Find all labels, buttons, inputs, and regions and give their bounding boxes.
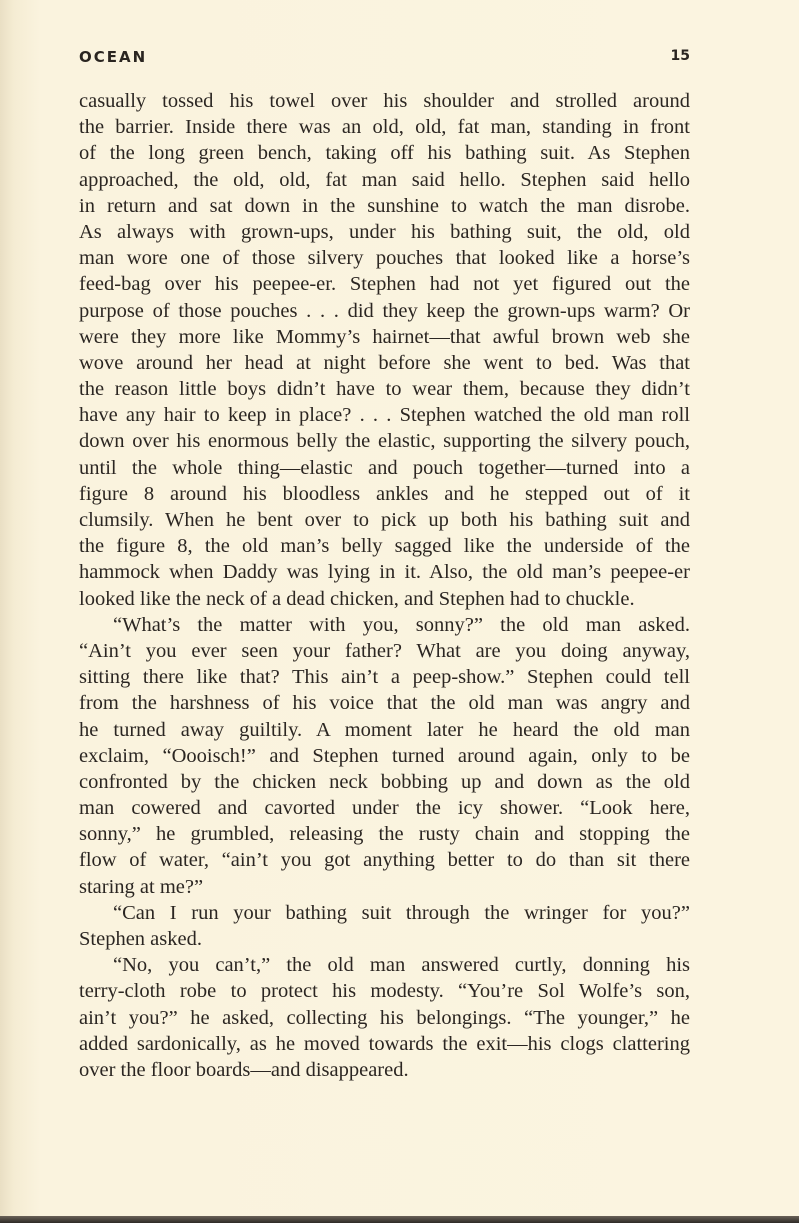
text-line: casually tossed his towel over his shoulder and strolled around	[79, 90, 690, 112]
text-line: over the floor boards—and disappeared.	[79, 1058, 409, 1081]
text-line: flow of water, “ain’t you got anything better to do than sit there	[79, 849, 690, 872]
text-line: looked like the neck of a dead chicken, and Stephen had to chuckle.	[79, 587, 635, 610]
text-line: figure 8 around his bloodless ankles and he stepped out of it	[79, 482, 690, 505]
text-line: Stephen asked.	[79, 928, 202, 950]
text-line: “No, you can’t,” the old man answered curtly, donning his	[113, 954, 690, 977]
page-number: 15	[670, 48, 690, 64]
text-line: sonny,” he grumbled, releasing the rusty chain and stopping the	[79, 823, 690, 846]
text-line: feed-bag over his peepee-er. Stephen had not yet figured out the	[79, 273, 690, 296]
text-line: purpose of those pouches . . . did they keep the grown-ups warm? Or	[79, 299, 690, 322]
running-title: OCEAN	[79, 48, 148, 66]
text-line: sitting there like that? This ain’t a peep-show.” Stephen could tell	[79, 666, 690, 689]
text-line: were they more like Mommy’s hairnet—that awful brown web she	[79, 325, 690, 348]
text-line: wove around her head at night before she went to bed. Was that	[79, 351, 690, 374]
text-line: terry-cloth robe to protect his modesty. “You’re Sol Wolfe’s son,	[79, 980, 690, 1003]
text-line: have any hair to keep in place? . . . Stephen watched the old man roll	[79, 404, 690, 427]
text-line: down over his enormous belly the elastic, supporting the silvery pouch,	[79, 430, 690, 453]
text-line: approached, the old, old, fat man said hello. Stephen said hello	[79, 168, 690, 191]
running-header	[79, 48, 690, 70]
text-line: he turned away guiltily. A moment later he heard the old man	[79, 718, 690, 741]
text-line: the figure 8, the old man’s belly sagged like the underside of the	[79, 535, 690, 558]
text-line: “What’s the matter with you, sonny?” the old man asked.	[113, 613, 690, 636]
text-line: in return and sat down in the sunshine to watch the man disrobe.	[79, 194, 690, 217]
text-line: clumsily. When he bent over to pick up both his bathing suit and	[79, 509, 690, 531]
text-line: staring at me?”	[79, 875, 204, 898]
text-line: the reason little boys didn’t have to wear them, because they didn’t	[79, 378, 690, 401]
text-line: “Ain’t you ever seen your father? What are you doing anyway,	[79, 639, 690, 662]
text-line: from the harshness of his voice that the old man was angry and	[79, 692, 690, 715]
text-line: the barrier. Inside there was an old, old, fat man, standing in front	[79, 116, 690, 139]
text-line: man wore one of those silvery pouches that looked like a horse’s	[79, 247, 690, 270]
text-line: added sardonically, as he moved towards the exit—his clogs clattering	[79, 1032, 690, 1055]
text-line: of the long green bench, taking off his bathing suit. As Stephen	[79, 142, 690, 165]
text-line: confronted by the chicken neck bobbing up and down as the old	[79, 770, 690, 793]
text-line: “Can I run your bathing suit through the wringer for you?”	[113, 901, 690, 924]
text-line: until the whole thing—elastic and pouch together—turned into a	[79, 456, 690, 479]
text-line: hammock when Daddy was lying in it. Also, the old man’s peepee-er	[79, 561, 690, 584]
page-bottom-edge	[0, 1216, 799, 1223]
text-line: man cowered and cavorted under the icy shower. “Look here,	[79, 797, 690, 820]
body-text	[79, 88, 690, 1083]
text-line: exclaim, “Oooisch!” and Stephen turned around again, only to be	[79, 744, 690, 767]
text-line: As always with grown-ups, under his bathing suit, the old, old	[79, 220, 690, 243]
text-line: ain’t you?” he asked, collecting his belongings. “The younger,” he	[79, 1006, 690, 1029]
